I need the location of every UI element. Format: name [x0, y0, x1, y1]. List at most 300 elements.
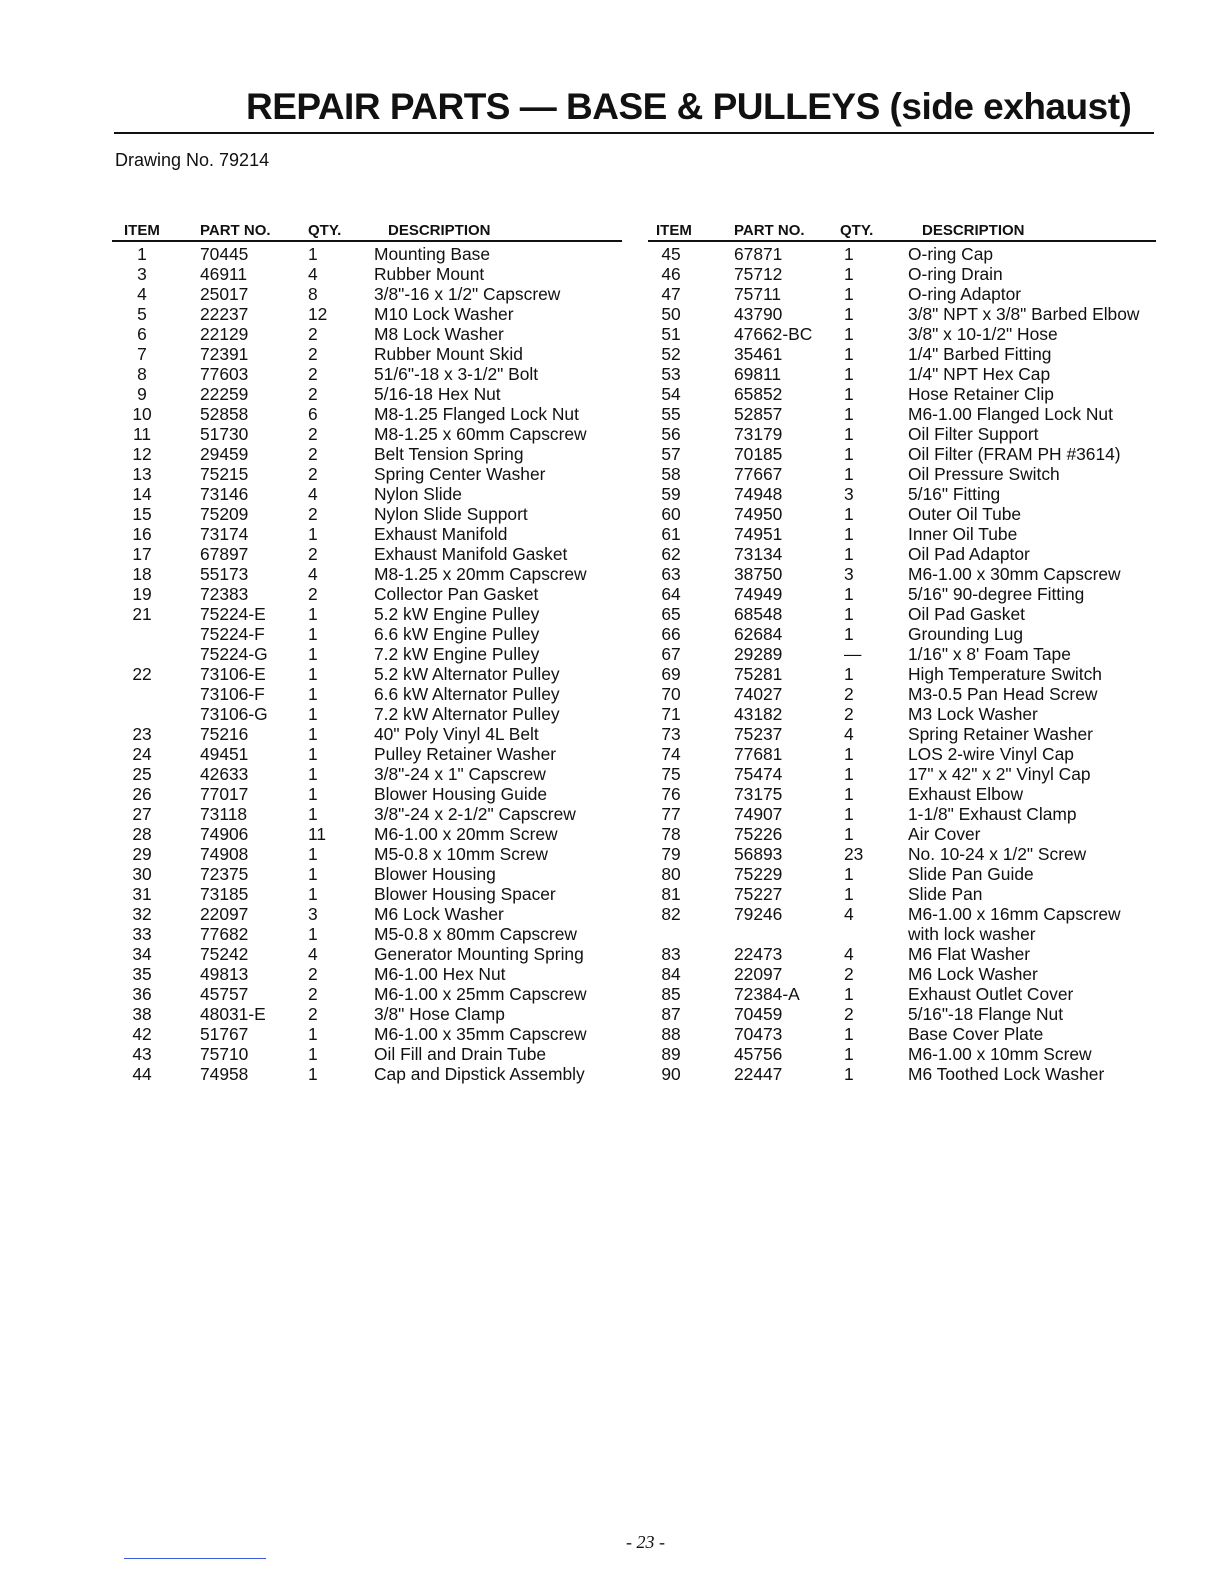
description-cell: 3/8" NPT x 3/8" Barbed Elbow — [908, 304, 1140, 324]
part-no-cell: 77017 — [200, 784, 249, 804]
item-cell: 12 — [132, 444, 152, 464]
part-no-cell: 73106-F — [200, 684, 265, 704]
item-cell: 22 — [132, 664, 152, 684]
qty-cell: 2 — [844, 1004, 854, 1024]
table-row — [648, 1024, 1156, 1044]
item-cell: 10 — [132, 404, 152, 424]
description-cell: Oil Pad Gasket — [908, 604, 1025, 624]
part-no-cell: 73175 — [734, 784, 783, 804]
qty-cell: 4 — [844, 944, 854, 964]
table-row — [112, 284, 622, 304]
qty-cell: 1 — [844, 244, 854, 264]
description-cell: M5-0.8 x 10mm Screw — [374, 844, 548, 864]
item-cell: 84 — [661, 964, 681, 984]
qty-cell: 2 — [308, 364, 318, 384]
description-cell: Rubber Mount Skid — [374, 344, 523, 364]
item-cell: 56 — [661, 424, 681, 444]
description-cell: 5/16-18 Hex Nut — [374, 384, 501, 404]
qty-cell: 1 — [844, 744, 854, 764]
part-no-cell: 43790 — [734, 304, 783, 324]
item-cell: 46 — [661, 264, 681, 284]
table-row — [112, 404, 622, 424]
item-cell: 67 — [661, 644, 681, 664]
table-row — [648, 244, 1156, 264]
item-cell: 59 — [661, 484, 681, 504]
description-cell: Air Cover — [908, 824, 981, 844]
item-cell: 89 — [661, 1044, 681, 1064]
part-no-cell: 74908 — [200, 844, 249, 864]
item-cell: 76 — [661, 784, 681, 804]
qty-cell: 1 — [844, 544, 854, 564]
description-cell: M6 Flat Washer — [908, 944, 1031, 964]
part-no-cell: 65852 — [734, 384, 783, 404]
item-cell: 42 — [132, 1024, 152, 1044]
description-cell: Slide Pan Guide — [908, 864, 1034, 884]
part-no-cell: 70473 — [734, 1024, 783, 1044]
part-no-cell: 25017 — [200, 284, 249, 304]
item-cell: 87 — [661, 1004, 681, 1024]
part-no-cell: 75227 — [734, 884, 783, 904]
table-row — [648, 544, 1156, 564]
part-no-cell: 77681 — [734, 744, 783, 764]
qty-cell: 2 — [308, 324, 318, 344]
description-cell: Exhaust Manifold Gasket — [374, 544, 568, 564]
item-cell: 74 — [661, 744, 681, 764]
qty-cell: 3 — [308, 904, 318, 924]
qty-cell: 1 — [844, 324, 854, 344]
part-no-cell: 22237 — [200, 304, 249, 324]
part-no-cell: 74907 — [734, 804, 783, 824]
table-row — [648, 924, 1156, 944]
description-cell: 3/8"-24 x 2-1/2" Capscrew — [374, 804, 576, 824]
part-no-cell: 72375 — [200, 864, 249, 884]
item-cell: 29 — [132, 844, 152, 864]
description-cell: M6-1.00 x 10mm Screw — [908, 1044, 1092, 1064]
qty-cell: 1 — [308, 704, 318, 724]
description-cell: with lock washer — [908, 924, 1036, 944]
page-number: - 23 - — [626, 1532, 665, 1552]
item-cell: 81 — [661, 884, 681, 904]
table-row — [112, 624, 622, 644]
description-cell: Oil Filter (FRAM PH #3614) — [908, 444, 1121, 464]
qty-cell: 1 — [844, 1064, 854, 1084]
description-cell: M10 Lock Washer — [374, 304, 514, 324]
description-cell: O-ring Drain — [908, 264, 1003, 284]
table-row — [112, 1064, 622, 1084]
description-cell: M8-1.25 x 20mm Capscrew — [374, 564, 587, 584]
part-no-cell: 70445 — [200, 244, 249, 264]
qty-cell: 1 — [308, 524, 318, 544]
part-no-cell: 77667 — [734, 464, 783, 484]
description-cell: 3/8" Hose Clamp — [374, 1004, 505, 1024]
qty-cell: 23 — [844, 844, 864, 864]
description-cell: O-ring Cap — [908, 244, 994, 264]
table-row — [648, 264, 1156, 284]
qty-cell: 1 — [844, 804, 854, 824]
table-row — [112, 1044, 622, 1064]
table-row — [648, 324, 1156, 344]
description-cell: Rubber Mount — [374, 264, 485, 284]
qty-cell: 2 — [308, 344, 318, 364]
drawing-number: Drawing No. 79214 — [115, 150, 270, 170]
item-cell: 88 — [661, 1024, 681, 1044]
qty-cell: 4 — [844, 904, 854, 924]
qty-cell: 2 — [844, 684, 854, 704]
page-title: REPAIR PARTS — BASE & PULLEYS (side exhaust) — [246, 86, 1132, 127]
description-cell: 6.6 kW Alternator Pulley — [374, 684, 560, 704]
item-cell: 3 — [137, 264, 147, 284]
item-cell: 79 — [661, 844, 681, 864]
description-cell: Exhaust Manifold — [374, 524, 508, 544]
table-row — [112, 664, 622, 684]
item-cell: 13 — [132, 464, 152, 484]
qty-cell: 2 — [308, 584, 318, 604]
description-cell: M6-1.00 Hex Nut — [374, 964, 506, 984]
qty-cell: 1 — [844, 504, 854, 524]
item-cell: 45 — [661, 244, 681, 264]
item-cell: 54 — [661, 384, 681, 404]
part-no-cell: 22129 — [200, 324, 249, 344]
table-row — [112, 904, 622, 924]
description-cell: 1/4" NPT Hex Cap — [908, 364, 1051, 384]
table-row — [112, 604, 622, 624]
description-cell: M8-1.25 Flanged Lock Nut — [374, 404, 579, 424]
qty-cell: 4 — [308, 564, 318, 584]
table-row — [648, 344, 1156, 364]
qty-cell: — — [844, 644, 862, 664]
item-cell: 69 — [661, 664, 681, 684]
qty-cell: 1 — [308, 844, 318, 864]
item-cell: 71 — [661, 704, 681, 724]
parts-table-left — [112, 220, 622, 1084]
qty-cell: 1 — [308, 1024, 318, 1044]
table-body — [112, 244, 622, 1084]
item-cell: 73 — [661, 724, 681, 744]
table-row — [112, 864, 622, 884]
table-row — [648, 584, 1156, 604]
table-row — [648, 764, 1156, 784]
qty-cell: 2 — [844, 704, 854, 724]
qty-cell: 8 — [308, 284, 318, 304]
table-row — [648, 644, 1156, 664]
table-row — [112, 324, 622, 344]
table-row — [648, 404, 1156, 424]
description-cell: Hose Retainer Clip — [908, 384, 1054, 404]
qty-cell: 2 — [308, 984, 318, 1004]
table-row — [648, 1044, 1156, 1064]
item-cell: 52 — [661, 344, 681, 364]
description-cell: 17" x 42" x 2" Vinyl Cap — [908, 764, 1091, 784]
qty-cell: 2 — [308, 464, 318, 484]
part-no-cell: 69811 — [734, 364, 782, 384]
part-no-cell: 70459 — [734, 1004, 783, 1024]
part-no-cell: 75215 — [200, 464, 249, 484]
qty-cell: 1 — [308, 1064, 318, 1084]
qty-cell: 1 — [844, 384, 854, 404]
part-no-cell: 75281 — [734, 664, 783, 684]
part-no-cell: 51767 — [200, 1024, 249, 1044]
table-row — [648, 984, 1156, 1004]
qty-cell: 4 — [308, 484, 318, 504]
footer-line — [124, 1558, 266, 1559]
part-no-cell: 75209 — [200, 504, 249, 524]
item-cell: 58 — [661, 464, 681, 484]
item-cell: 77 — [661, 804, 681, 824]
part-no-cell: 73134 — [734, 544, 783, 564]
table-row — [648, 424, 1156, 444]
qty-cell: 2 — [308, 1004, 318, 1024]
table-row — [112, 564, 622, 584]
part-no-cell: 56893 — [734, 844, 783, 864]
table-row — [648, 604, 1156, 624]
qty-cell: 1 — [308, 1044, 318, 1064]
table-row — [648, 864, 1156, 884]
item-cell: 16 — [132, 524, 152, 544]
item-cell: 47 — [661, 284, 681, 304]
qty-cell: 12 — [308, 304, 328, 324]
description-cell: Mounting Base — [374, 244, 491, 264]
qty-cell: 1 — [844, 464, 854, 484]
qty-cell: 1 — [308, 244, 318, 264]
item-cell: 51 — [661, 324, 681, 344]
qty-cell: 1 — [844, 984, 854, 1004]
title-rule — [114, 132, 1154, 134]
description-cell: Nylon Slide — [374, 484, 462, 504]
qty-cell: 1 — [308, 684, 318, 704]
item-cell: 63 — [661, 564, 681, 584]
qty-cell: 1 — [308, 744, 318, 764]
qty-cell: 6 — [308, 404, 318, 424]
qty-cell: 1 — [844, 584, 854, 604]
table-row — [648, 744, 1156, 764]
part-no-cell: 74027 — [734, 684, 783, 704]
part-no-cell: 74949 — [734, 584, 783, 604]
description-cell: Exhaust Outlet Cover — [908, 984, 1074, 1004]
table-row — [648, 1064, 1156, 1084]
description-cell: Oil Pressure Switch — [908, 464, 1060, 484]
qty-cell: 1 — [844, 264, 854, 284]
item-cell: 26 — [132, 784, 152, 804]
part-no-cell: 67871 — [734, 244, 783, 264]
part-no-cell: 22097 — [734, 964, 783, 984]
description-cell: M6-1.00 x 30mm Capscrew — [908, 564, 1121, 584]
table-row — [648, 464, 1156, 484]
item-cell: 33 — [132, 924, 152, 944]
table-row — [112, 364, 622, 384]
table-row — [112, 304, 622, 324]
item-cell: 24 — [132, 744, 152, 764]
item-cell: 78 — [661, 824, 681, 844]
description-cell: 5/16" 90-degree Fitting — [908, 584, 1085, 604]
table-row — [648, 304, 1156, 324]
qty-cell: 2 — [308, 504, 318, 524]
qty-cell: 4 — [844, 724, 854, 744]
table-row — [112, 504, 622, 524]
description-cell: Oil Fill and Drain Tube — [374, 1044, 547, 1064]
description-cell: 1-1/8" Exhaust Clamp — [908, 804, 1077, 824]
part-no-cell: 75226 — [734, 824, 783, 844]
table-row — [112, 1024, 622, 1044]
description-cell: High Temperature Switch — [908, 664, 1102, 684]
item-cell: 19 — [132, 584, 152, 604]
table-header — [648, 220, 1156, 242]
table-row — [648, 384, 1156, 404]
part-no-cell: 43182 — [734, 704, 783, 724]
table-row — [648, 844, 1156, 864]
item-cell: 82 — [661, 904, 681, 924]
qty-cell: 2 — [308, 424, 318, 444]
description-cell: M6 Toothed Lock Washer — [908, 1064, 1105, 1084]
part-no-cell: 72391 — [200, 344, 249, 364]
item-cell: 25 — [132, 764, 152, 784]
part-no-cell: 51730 — [200, 424, 249, 444]
item-cell: 14 — [132, 484, 152, 504]
table-row — [112, 964, 622, 984]
description-cell: M6 Lock Washer — [374, 904, 504, 924]
description-cell: 6.6 kW Engine Pulley — [374, 624, 540, 644]
qty-cell: 1 — [844, 404, 854, 424]
table-row — [648, 904, 1156, 924]
qty-cell: 1 — [308, 644, 318, 664]
description-cell: Base Cover Plate — [908, 1024, 1044, 1044]
item-cell: 61 — [661, 524, 681, 544]
part-no-cell: 42633 — [200, 764, 249, 784]
description-cell: 51/6"-18 x 3-1/2" Bolt — [374, 364, 539, 384]
table-row — [112, 764, 622, 784]
header-qty: QTY. — [840, 222, 874, 239]
table-row — [112, 944, 622, 964]
table-row — [648, 364, 1156, 384]
part-no-cell: 77682 — [200, 924, 249, 944]
qty-cell: 1 — [844, 884, 854, 904]
item-cell: 35 — [132, 964, 152, 984]
qty-cell: 1 — [844, 784, 854, 804]
table-row — [112, 444, 622, 464]
item-cell: 4 — [137, 284, 147, 304]
part-no-cell: 72383 — [200, 584, 249, 604]
qty-cell: 4 — [308, 264, 318, 284]
description-cell: M6-1.00 Flanged Lock Nut — [908, 404, 1113, 424]
description-cell: Exhaust Elbow — [908, 784, 1024, 804]
part-no-cell: 74950 — [734, 504, 783, 524]
qty-cell: 1 — [308, 784, 318, 804]
item-cell: 11 — [132, 424, 152, 444]
part-no-cell: 46911 — [200, 264, 248, 284]
table-row — [648, 944, 1156, 964]
qty-cell: 1 — [308, 724, 318, 744]
item-cell: 32 — [132, 904, 152, 924]
qty-cell: 1 — [844, 864, 854, 884]
header-item: ITEM — [124, 222, 160, 239]
part-no-cell: 74958 — [200, 1064, 249, 1084]
table-row — [112, 344, 622, 364]
description-cell: 5.2 kW Engine Pulley — [374, 604, 540, 624]
table-row — [112, 984, 622, 1004]
part-no-cell: 49813 — [200, 964, 249, 984]
item-cell: 57 — [661, 444, 681, 464]
table-row — [648, 704, 1156, 724]
qty-cell: 1 — [844, 284, 854, 304]
description-cell: 5/16" Fitting — [908, 484, 1001, 504]
table-row — [648, 624, 1156, 644]
table-row — [112, 804, 622, 824]
part-no-cell: 75216 — [200, 724, 249, 744]
description-cell: Blower Housing Spacer — [374, 884, 556, 904]
part-no-cell: 72384-A — [734, 984, 800, 1004]
header-description: DESCRIPTION — [922, 222, 1025, 239]
part-no-cell: 75224-F — [200, 624, 265, 644]
part-no-cell: 22447 — [734, 1064, 783, 1084]
table-row — [648, 504, 1156, 524]
part-no-cell: 75474 — [734, 764, 783, 784]
item-cell: 7 — [137, 344, 147, 364]
description-cell: Spring Retainer Washer — [908, 724, 1093, 744]
item-cell: 83 — [661, 944, 681, 964]
description-cell: O-ring Adaptor — [908, 284, 1022, 304]
table-row — [112, 264, 622, 284]
item-cell: 38 — [132, 1004, 152, 1024]
header-part-no: PART NO. — [734, 222, 805, 239]
table-row — [112, 384, 622, 404]
table-row — [112, 824, 622, 844]
item-cell: 9 — [137, 384, 147, 404]
description-cell: Cap and Dipstick Assembly — [374, 1064, 585, 1084]
part-no-cell: 45756 — [734, 1044, 783, 1064]
item-cell: 60 — [661, 504, 681, 524]
item-cell: 66 — [661, 624, 681, 644]
qty-cell: 1 — [844, 764, 854, 784]
part-no-cell: 22097 — [200, 904, 249, 924]
part-no-cell: 29459 — [200, 444, 249, 464]
table-body — [648, 244, 1156, 1084]
qty-cell: 1 — [308, 804, 318, 824]
description-cell: 7.2 kW Engine Pulley — [374, 644, 540, 664]
description-cell: 3/8"-16 x 1/2" Capscrew — [374, 284, 561, 304]
description-cell: 5.2 kW Alternator Pulley — [374, 664, 560, 684]
table-row — [112, 724, 622, 744]
qty-cell: 1 — [844, 364, 854, 384]
part-no-cell: 22259 — [200, 384, 249, 404]
part-no-cell: 73106-E — [200, 664, 266, 684]
qty-cell: 1 — [308, 604, 318, 624]
part-no-cell: 52858 — [200, 404, 249, 424]
table-row — [112, 584, 622, 604]
qty-cell: 2 — [308, 544, 318, 564]
table-row — [648, 684, 1156, 704]
description-cell: M6-1.00 x 25mm Capscrew — [374, 984, 587, 1004]
part-no-cell: 49451 — [200, 744, 249, 764]
header-part-no: PART NO. — [200, 222, 271, 239]
item-cell: 6 — [137, 324, 147, 344]
item-cell: 18 — [132, 564, 152, 584]
qty-cell: 1 — [308, 884, 318, 904]
description-cell: M6-1.00 x 20mm Screw — [374, 824, 558, 844]
qty-cell: 1 — [844, 624, 854, 644]
description-cell: M3-0.5 Pan Head Screw — [908, 684, 1098, 704]
description-cell: M5-0.8 x 80mm Capscrew — [374, 924, 577, 944]
part-no-cell: 75237 — [734, 724, 783, 744]
qty-cell: 1 — [308, 624, 318, 644]
part-no-cell: 74948 — [734, 484, 783, 504]
description-cell: 40" Poly Vinyl 4L Belt — [374, 724, 539, 744]
table-row — [648, 524, 1156, 544]
part-no-cell: 75711 — [734, 284, 782, 304]
part-no-cell: 62684 — [734, 624, 783, 644]
table-row — [648, 724, 1156, 744]
part-no-cell: 73106-G — [200, 704, 268, 724]
description-cell: 7.2 kW Alternator Pulley — [374, 704, 560, 724]
table-row — [112, 704, 622, 724]
